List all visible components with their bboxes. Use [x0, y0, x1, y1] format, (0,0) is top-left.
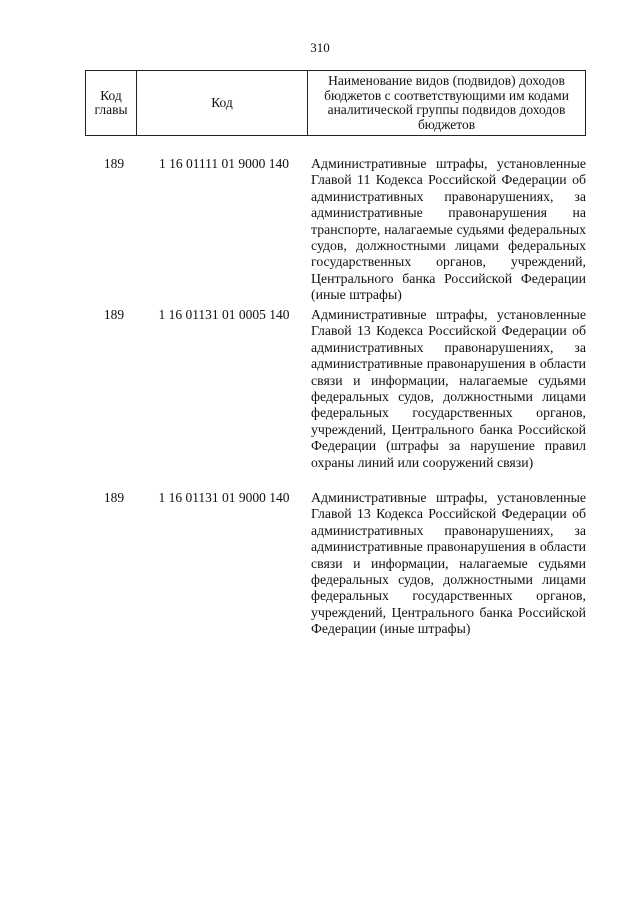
header-chapter-code: Код главы	[86, 71, 137, 136]
page-number: 310	[310, 40, 330, 55]
row-code: 1 16 01131 01 9000 140	[158, 490, 290, 505]
row-chapter-code: 189	[103, 156, 125, 171]
row-code: 1 16 01111 01 9000 140	[158, 156, 290, 171]
row-description: Административные штрафы, установленные Главой 11 Кодекса Российской Федерации об административных правонарушениях, за административные правонарушения на транспорте, налагаемые судьями федеральных судов, должностными лицами федеральных государственных органов, учреждений, Центрального банка Российской Федерации (иные штрафы)	[311, 156, 586, 303]
row-chapter-code: 189	[103, 307, 125, 322]
row-chapter-code: 189	[103, 490, 125, 505]
row-code: 1 16 01131 01 0005 140	[158, 307, 290, 322]
table-header	[85, 70, 586, 136]
header-code: Код	[137, 71, 308, 136]
header-name: Наименование видов (подвидов) доходов бюджетов с соответствующими им кодами аналитической группы подвидов доходов бюджетов	[308, 71, 586, 136]
row-description: Административные штрафы, установленные Главой 13 Кодекса Российской Федерации об административных правонарушениях, за административные правонарушения в области связи и информации, налагаемые судьями федеральных судов, должностными лицами федеральных государственных органов, учреждений, Центрального банка Российской Федерации (иные штрафы)	[311, 490, 586, 637]
row-description: Административные штрафы, установленные Главой 13 Кодекса Российской Федерации об административных правонарушениях, за административные правонарушения в области связи и информации, налагаемые судьями федеральных судов, должностными лицами федеральных государственных органов, учреждений, Центрального банка Российской Федерации (штрафы за нарушение правил охраны линий или сооружений связи)	[311, 307, 586, 470]
